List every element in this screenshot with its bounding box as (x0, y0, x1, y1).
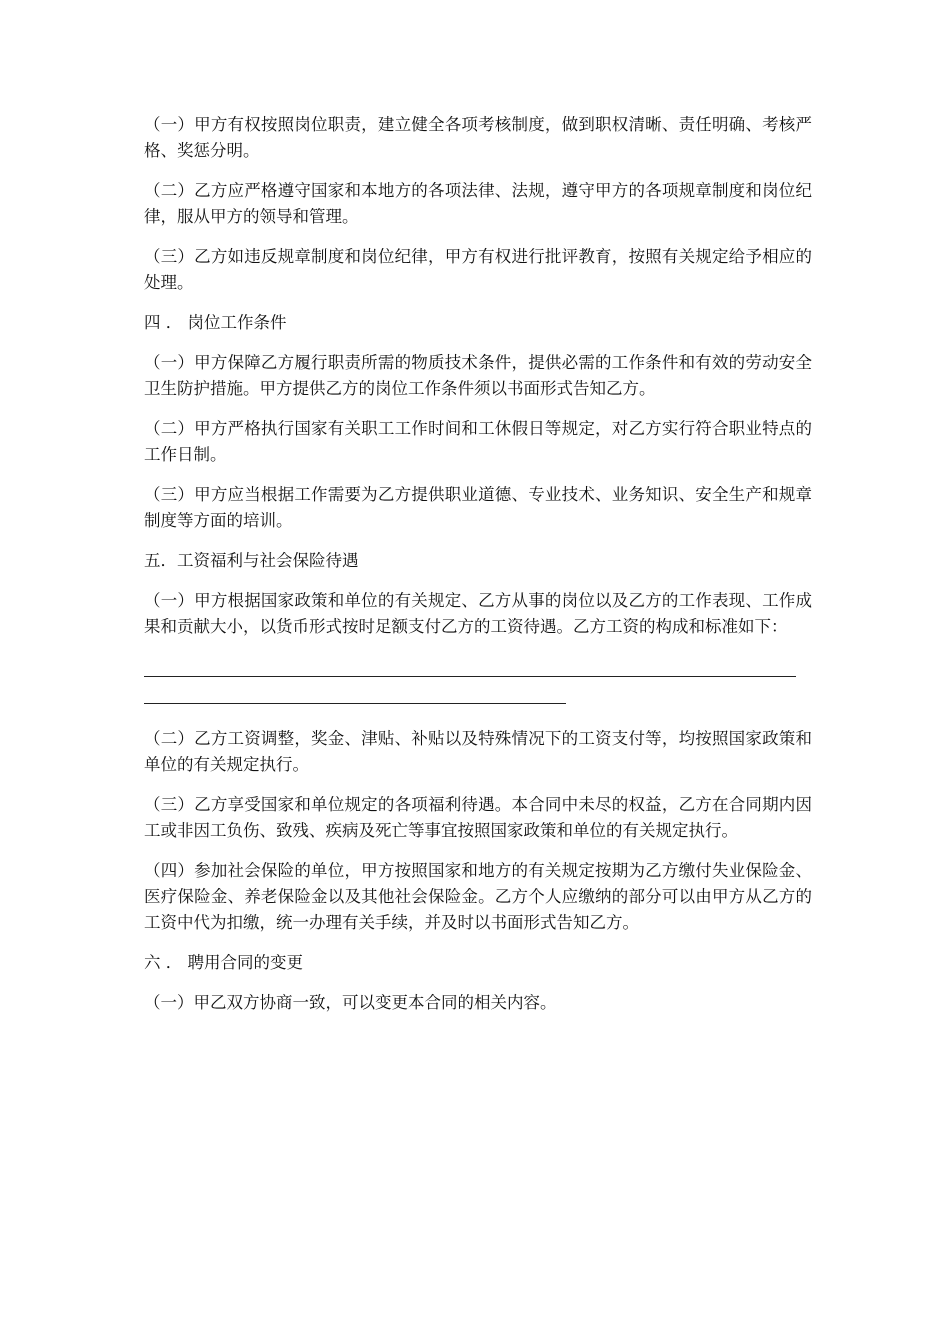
clause-3-3: （三）乙方如违反规章制度和岗位纪律，甲方有权进行批评教育，按照有关规定给予相应的处理。 (144, 247, 812, 292)
section-4-heading: 四 ． 岗位工作条件 (144, 313, 287, 332)
section-5-heading: 五．工资福利与社会保险待遇 (144, 551, 359, 570)
salary-fill-in-lines (144, 654, 812, 704)
clause-5-3: （三）乙方享受国家和单位规定的各项福利待遇。本合同中未尽的权益，乙方在合同期内因工或非因工负伤、致残、疾病及死亡等事宜按照国家政策和单位的有关规定执行。 (144, 795, 812, 840)
section-6-heading: 六 ． 聘用合同的变更 (144, 953, 303, 972)
clause-5-2: （二）乙方工资调整，奖金、津贴、补贴以及特殊情况下的工资支付等，均按照国家政策和单位的有关规定执行。 (144, 729, 812, 774)
clause-4-1: （一）甲方保障乙方履行职责所需的物质技术条件，提供必需的工作条件和有效的劳动安全卫生防护措施。甲方提供乙方的岗位工作条件须以书面形式告知乙方。 (144, 353, 812, 398)
fill-in-line (144, 654, 796, 677)
clause-5-4: （四）参加社会保险的单位，甲方按照国家和地方的有关规定按期为乙方缴付失业保险金、医疗保险金、养老保险金以及其他社会保险金。乙方个人应缴纳的部分可以由甲方从乙方的工资中代为扣缴，统一办理有关手续，并及时以书面形式告知乙方。 (144, 861, 812, 932)
clause-6-1: （一）甲乙双方协商一致，可以变更本合同的相关内容。 (144, 993, 557, 1012)
clause-3-1: （一）甲方有权按照岗位职责，建立健全各项考核制度，做到职权清晰、责任明确、考核严格、奖惩分明。 (144, 115, 812, 160)
clause-4-3: （三）甲方应当根据工作需要为乙方提供职业道德、专业技术、业务知识、安全生产和规章制度等方面的培训。 (144, 485, 812, 530)
clause-4-2: （二）甲方严格执行国家有关职工工作时间和工休假日等规定，对乙方实行符合职业特点的工作日制。 (144, 419, 812, 464)
fill-in-line (144, 681, 566, 704)
document-page (144, 112, 812, 1030)
clause-3-2: （二）乙方应严格遵守国家和本地方的各项法律、法规，遵守甲方的各项规章制度和岗位纪律，服从甲方的领导和管理。 (144, 181, 812, 226)
clause-5-1: （一）甲方根据国家政策和单位的有关规定、乙方从事的岗位以及乙方的工作表现、工作成果和贡献大小，以货币形式按时足额支付乙方的工资待遇。乙方工资的构成和标准如下： (144, 591, 812, 636)
